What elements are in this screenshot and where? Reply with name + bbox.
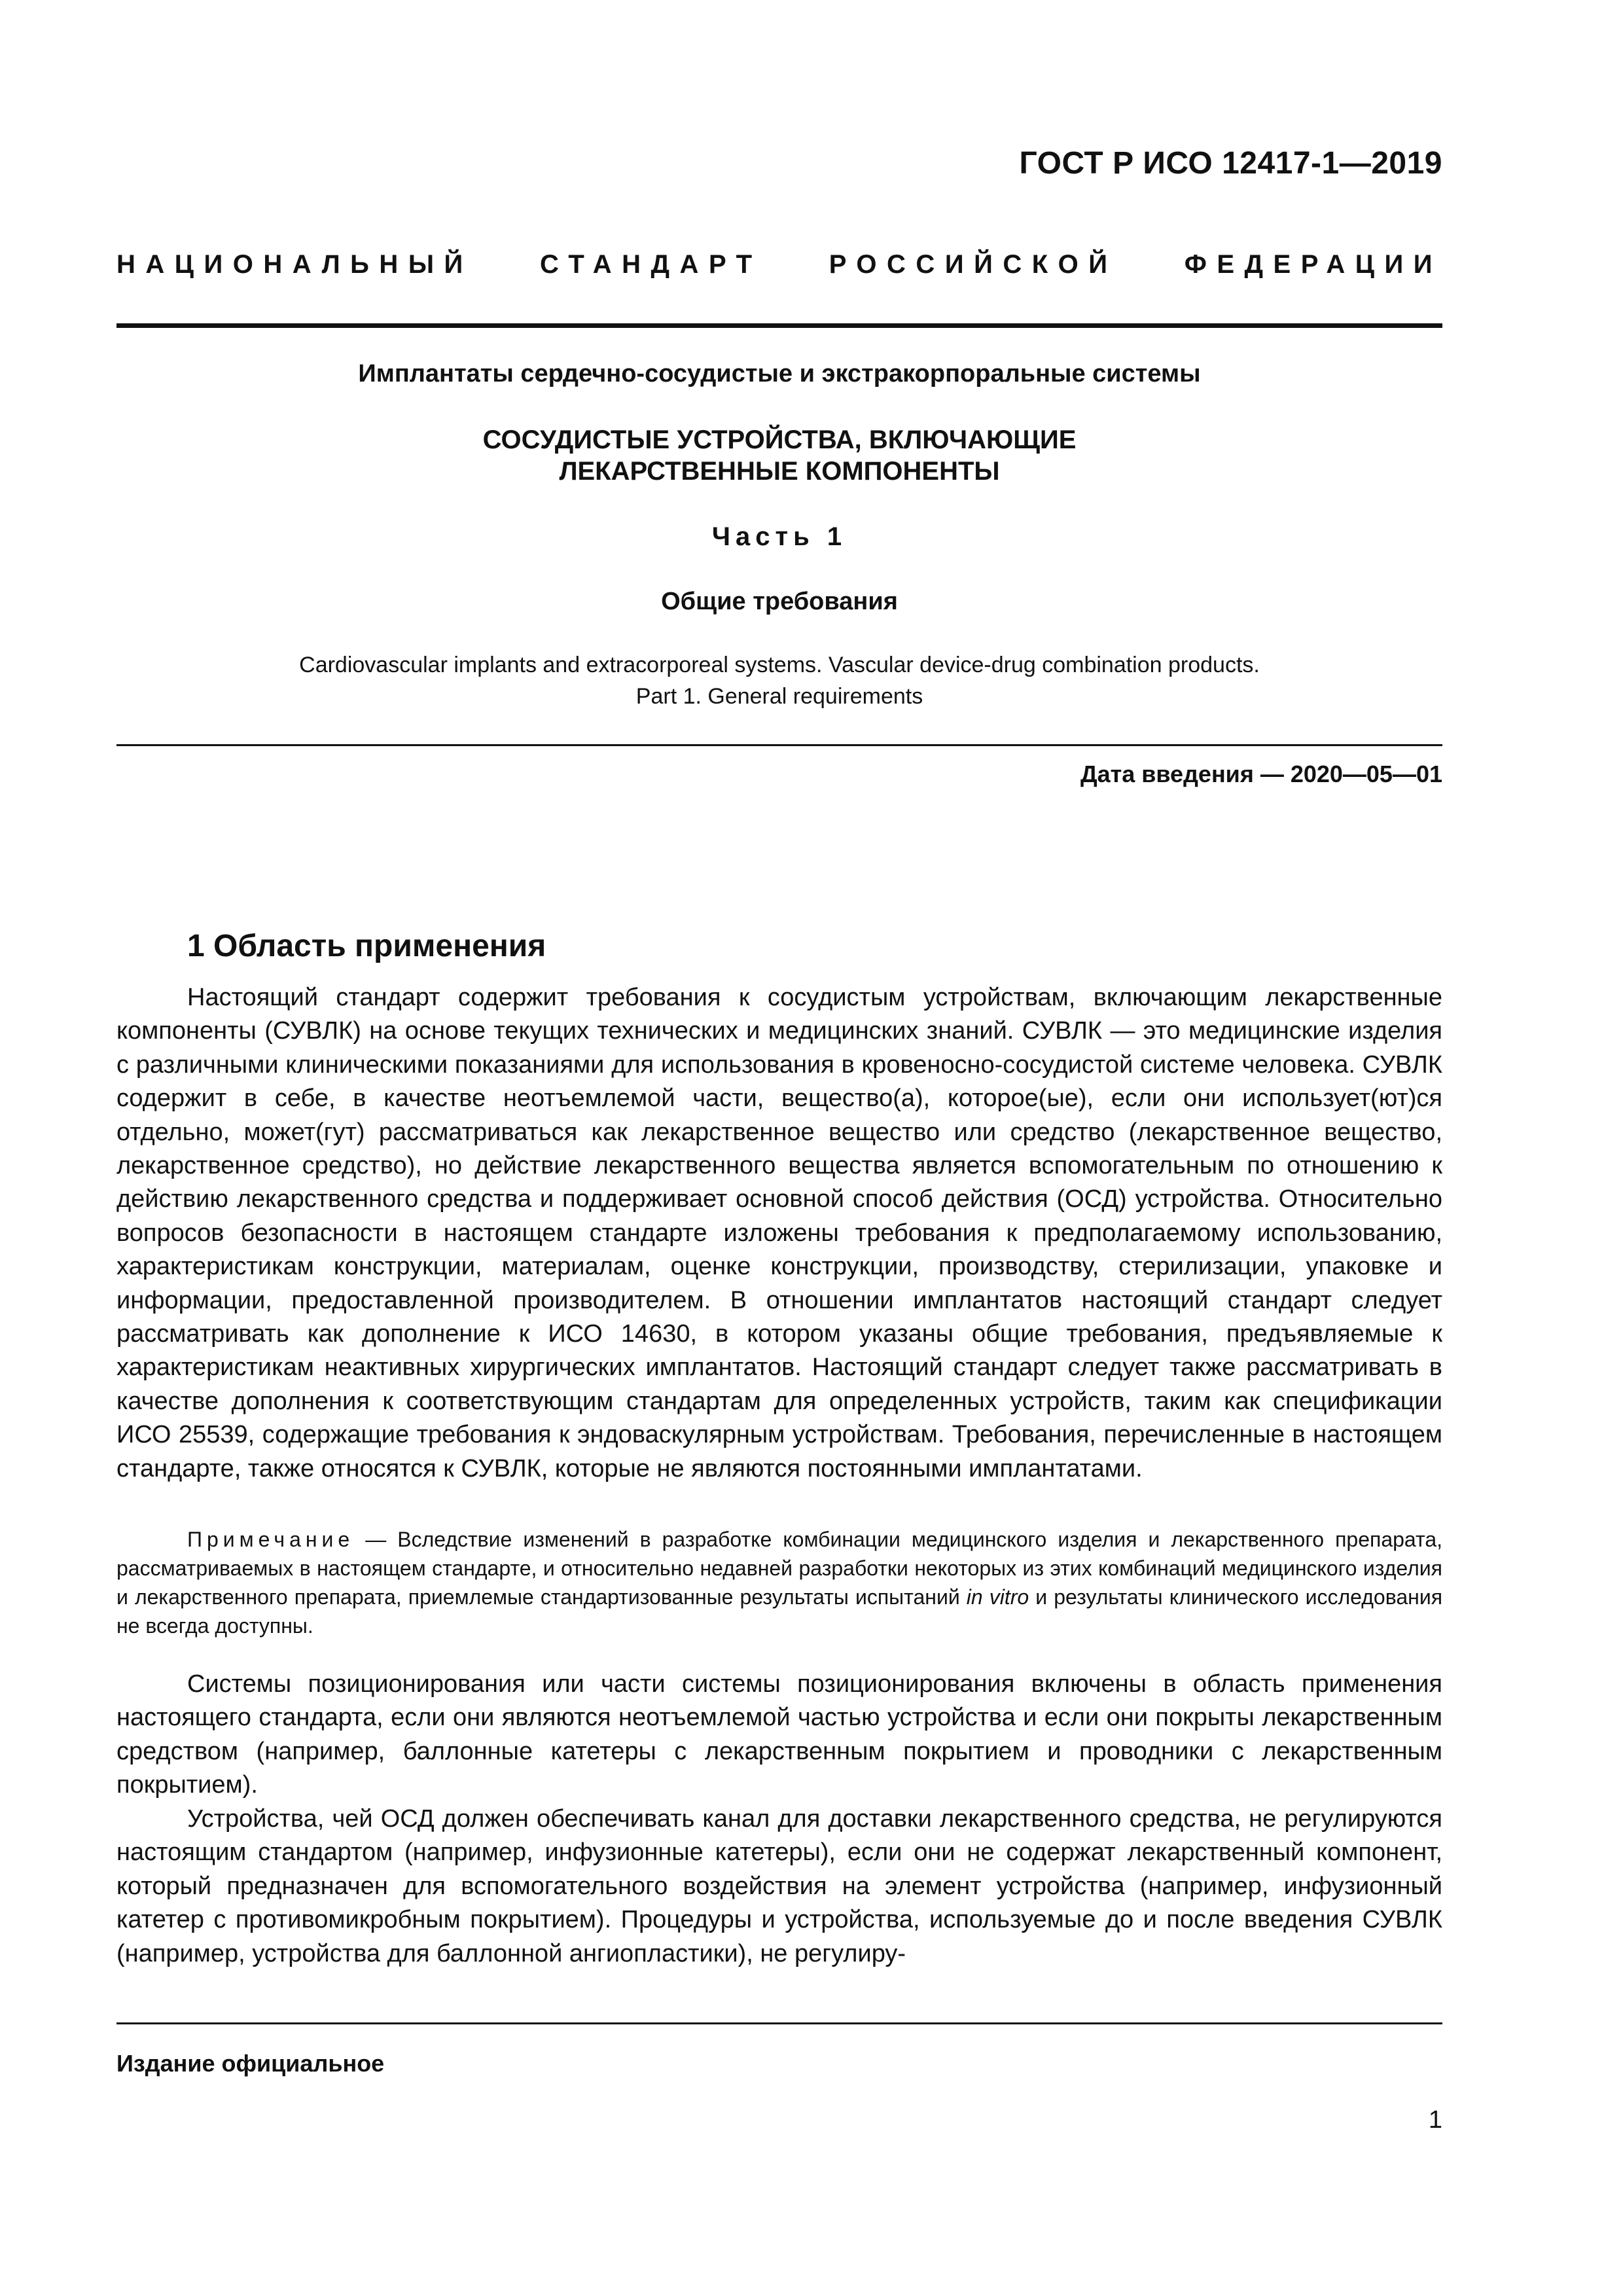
document-title [116, 424, 1442, 487]
note [116, 1525, 1442, 1640]
note-text: — Вследствие изменений в разработке комбинации медицинского изделия и лекарственного препарата, рассматриваемых в настоящем стандарте, и относительно недавней разработки некоторых из этих комбинаций медицинского изделия и лекарственного препарата, приемлемые стандартизованные результаты испытаний [116, 1528, 1443, 1609]
english-title-line-1: Cardiovascular implants and extracorporeal systems. Vascular device-drug combination products. [299, 653, 1260, 677]
note-italic-term: in vitro [966, 1585, 1029, 1609]
english-title-line-2: Part 1. General requirements [635, 684, 923, 709]
scope-paragraph-1: Настоящий стандарт содержит требования к сосудистым устройствам, включающим лекарственные компоненты (СУВЛК) на основе текущих технических и медицинских знаний. СУВЛК — это медицинские изделия с различными клиническими показаниями для использования в кровеносно-сосудистой системе человека. СУВЛК содержит в себе, в качестве неотъемлемой части, вещество(а), которое(ые), если они использует(ют)ся отдельно, может(гут) рассматриваться как лекарственное вещество или средство (лекарственное вещество, лекарственное средство), но действие лекарственного вещества является вспомогательным по отношению к действию лекарственного средства и поддерживает основной способ действия (ОСД) устройства. Относительно вопросов безопасности в настоящем стандарте изложены требования к предполагаемому использованию, характеристикам конструкции, материалам, оценке конструкции, производству, стерилизации, упаковке и информации, предоставленной производителем. В отношении имплантатов настоящий стандарт следует рассматривать как дополнение к ИСО 14630, в котором указаны общие требования, предъявляемые к характеристикам неактивных хирургических имплантатов. Настоящий стандарт следует также рассматривать в качестве дополнения к соответствующим стандартам для определенных устройств, таким как спецификации ИСО 25539, содержащие требования к эндоваскулярным устройствам. Требования, перечисленные в настоящем стандарте, также относятся к СУВЛК, которые не являются постоянными имплантатами. [116, 984, 1442, 1482]
header-divider [116, 323, 1442, 328]
note-text-end: и результаты клинического исследования не всегда доступны. [116, 1585, 1443, 1638]
scope-paragraph-3: Устройства, чей ОСД должен обеспечивать канал для доставки лекарственного средства, не регулируются настоящим стандартом (например, инфузионные катетеры), если они не содержат лекарственный компонент, который предназначен для вспомогательного воздействия на элемент устройства (например, инфузионный катетер с противомикробным покрытием). Процедуры и устройства, используемые до и после введения СУВЛК (например, устройства для баллонной ангиопластики), не регулиру- [116, 1805, 1442, 1967]
document-code: ГОСТ Р ИСО 12417-1—2019 [1019, 146, 1442, 181]
official-edition-label: Издание официальное [116, 2050, 385, 2077]
document-title-line-2: ЛЕКАРСТВЕННЫЕ КОМПОНЕНТЫ [559, 457, 1000, 486]
note-label: Примечание [187, 1528, 355, 1551]
title-divider [116, 744, 1442, 746]
page-number: 1 [1428, 2106, 1442, 2134]
introduction-date: Дата введения — 2020—05—01 [1080, 761, 1442, 787]
document-title-line-1: СОСУДИСТЫЕ УСТРОЙСТВА, ВКЛЮЧАЮЩИЕ [482, 425, 1077, 454]
footer-divider [116, 2022, 1442, 2024]
part-number: Часть 1 [711, 522, 847, 551]
scope-paragraph-2: Системы позиционирования или части системы позиционирования включены в область применения настоящего стандарта, если они являются неотъемлемой частью устройства и если они покрыты лекарственным средством (например, баллонные катетеры с лекарственным покрытием и проводники с лекарственным покрытием). [116, 1670, 1442, 1799]
section-heading: 1 Область применения [187, 929, 546, 963]
national-standard-heading: НАЦИОНАЛЬНЫЙ СТАНДАРТ РОССИЙСКОЙ ФЕДЕРАЦИИ [116, 250, 1442, 279]
document-subtitle: Имплантаты сердечно-сосудистые и экстракорпоральные системы [358, 360, 1201, 387]
part-title: Общие требования [661, 588, 898, 615]
english-title [116, 649, 1442, 712]
